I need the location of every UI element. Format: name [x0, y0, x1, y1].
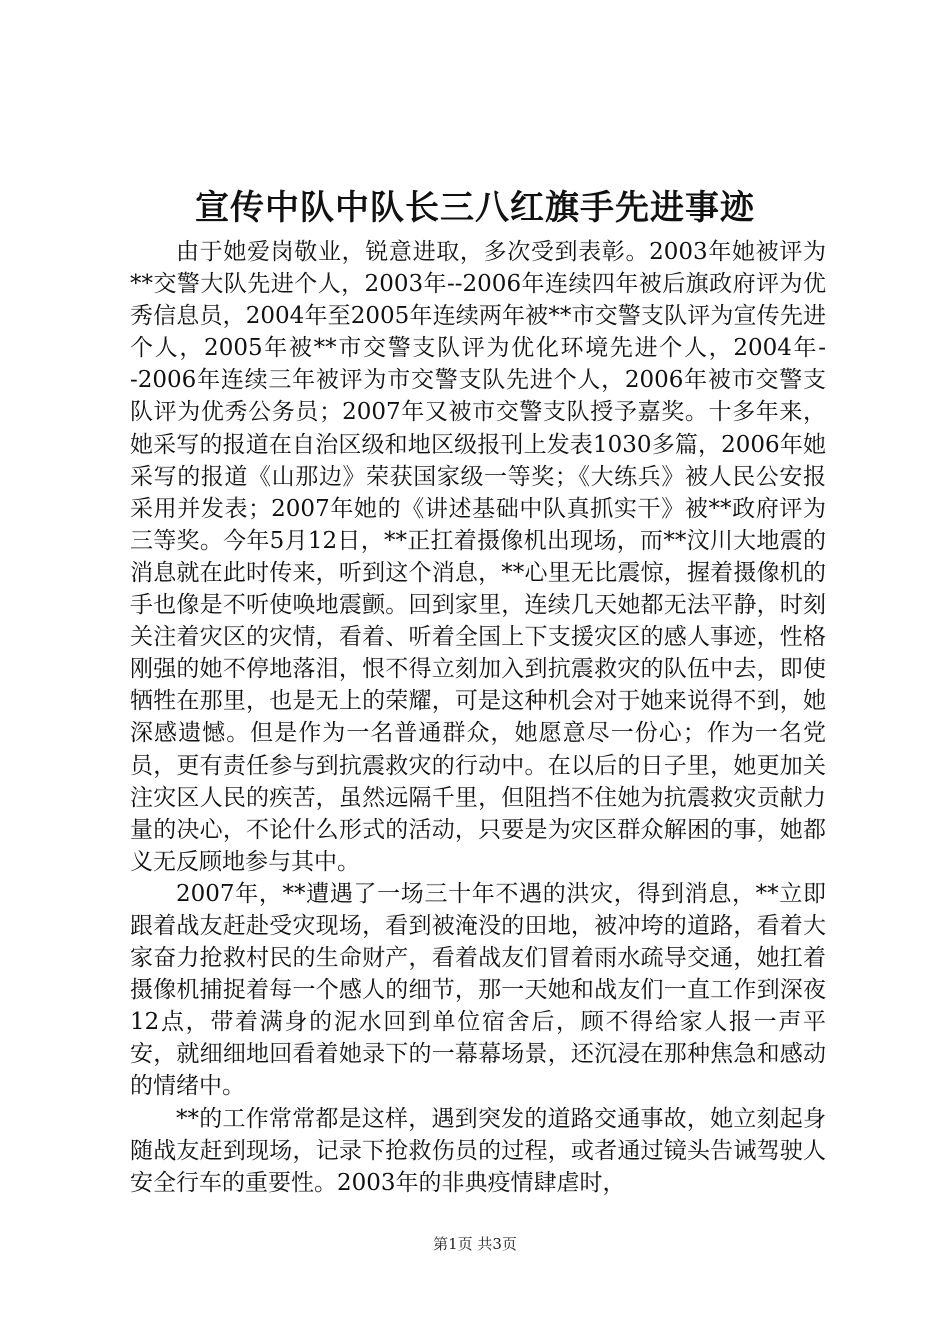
document-body	[130, 236, 826, 1199]
document-title: 宣传中队中队长三八红旗手先进事迹	[195, 188, 755, 228]
paragraph-3: **的工作常常都是这样，遇到突发的道路交通事故，她立刻起身随战友赶到现场，记录下抢救伤员的过程，或者通过镜头告诫驾驶人安全行车的重要性。2003年的非典疫情肆虐时，	[130, 1105, 826, 1196]
paragraph-2: 2007年，**遭遇了一场三十年不遇的洪灾，得到消息，**立即跟着战友赶赴受灾现场，看到被淹没的田地，被冲垮的道路，看着大家奋力抢救村民的生命财产，看着战友们冒着雨水疏导交通，她扛着摄像机捕捉着每一个感人的细节，那一天她和战友们一直工作到深夜12点，带着满身的泥水回到单位宿舍后，顾不得给家人报一声平安，就细细地回看着她录下的一幕幕场景，还沉浸在那种焦急和感动的情绪中。	[130, 880, 826, 1100]
page-number-footer: 第1页 共3页	[433, 1235, 517, 1253]
paragraph-1: 由于她爱岗敬业，锐意进取，多次受到表彰。2003年她被评为**交警大队先进个人，2003年--2006年连续四年被后旗政府评为优秀信息员，2004年至2005年连续两年被**市交警支队评为宣传先进个人，2005年被**市交警支队评为优化环境先进个人，2004年--2006年连续三年被评为市交警支队先进个人，2006年被市交警支队评为优秀公务员；2007年又被市交警支队授予嘉奖。十多年来，她采写的报道在自治区级和地区级报刊上发表1030多篇，2006年她采写的报道《山那边》荣获国家级一等奖；《大练兵》被人民公安报采用并发表；2007年她的《讲述基础中队真抓实干》被**政府评为三等奖。今年5月12日，**正扛着摄像机出现场，而**汶川大地震的消息就在此时传来，听到这个消息，**心里无比震惊，握着摄像机的手也像是不听使唤地震颤。回到家里，连续几天她都无法平静，时刻关注着灾区的灾情，看着、听着全国上下支援灾区的感人事迹，性格刚强的她不停地落泪，恨不得立刻加入到抗震救灾的队伍中去，即使牺牲在那里，也是无上的荣耀，可是这种机会对于她来说得不到，她深感遗憾。但是作为一名普通群众，她愿意尽一份心；作为一名党员，更有责任参与到抗震救灾的行动中。在以后的日子里，她更加关注灾区人民的疾苦，虽然远隔千里，但阻挡不住她为抗震救灾贡献力量的决心，不论什么形式的活动，只要是为灾区群众解困的事，她都义无反顾地参与其中。	[130, 239, 826, 875]
